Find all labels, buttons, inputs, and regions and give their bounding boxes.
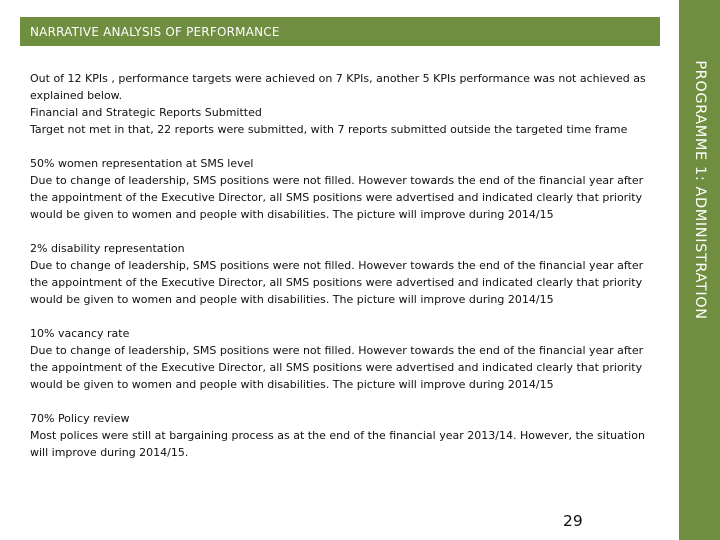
section-vacancy-rate	[30, 325, 660, 393]
paragraph: Target not met in that, 22 reports were submitted, with 7 reports submitted outside the targeted time frame	[30, 123, 628, 136]
paragraph: Out of 12 KPIs , performance targets were achieved on 7 KPIs, another 5 KPIs performance was not achieved as explained below.	[30, 72, 646, 102]
paragraph: Due to change of leadership, SMS positions were not filled. However towards the end of the financial year after the appointment of the Executive Director, all SMS positions were advertised and indicated clearly that priority would be given to women and people with disabilities. The picture will improve during 2014/15	[30, 259, 644, 306]
paragraph: Due to change of leadership, SMS positions were not filled. However towards the end of the financial year after the appointment of the Executive Director, all SMS positions were advertised and indicated clearly that priority would be given to women and people with disabilities. The picture will improve during 2014/15	[30, 344, 644, 391]
paragraph: Most polices were still at bargaining process as at the end of the financial year 2013/14. However, the situation will improve during 2014/15.	[30, 429, 645, 459]
page-title: NARRATIVE ANALYSIS OF PERFORMANCE	[30, 24, 280, 39]
section-policy-review	[30, 410, 660, 461]
section-women-representation	[30, 155, 660, 223]
narrative-content	[30, 70, 660, 478]
section-heading: 70% Policy review	[30, 412, 130, 425]
section-kpi-summary	[30, 70, 660, 138]
section-disability-representation	[30, 240, 660, 308]
paragraph: Financial and Strategic Reports Submitted	[30, 106, 262, 119]
paragraph: Due to change of leadership, SMS positions were not filled. However towards the end of the financial year after the appointment of the Executive Director, all SMS positions were advertised and indicated clearly that priority would be given to women and people with disabilities. The picture will improve during 2014/15	[30, 174, 644, 221]
section-heading: 10% vacancy rate	[30, 327, 130, 340]
section-heading: 50% women representation at SMS level	[30, 157, 254, 170]
header-bar	[20, 17, 660, 46]
page-number: 29	[563, 512, 583, 530]
sidebar-title: PROGRAMME 1: ADMINISTRATION	[692, 60, 708, 320]
section-heading: 2% disability representation	[30, 242, 185, 255]
